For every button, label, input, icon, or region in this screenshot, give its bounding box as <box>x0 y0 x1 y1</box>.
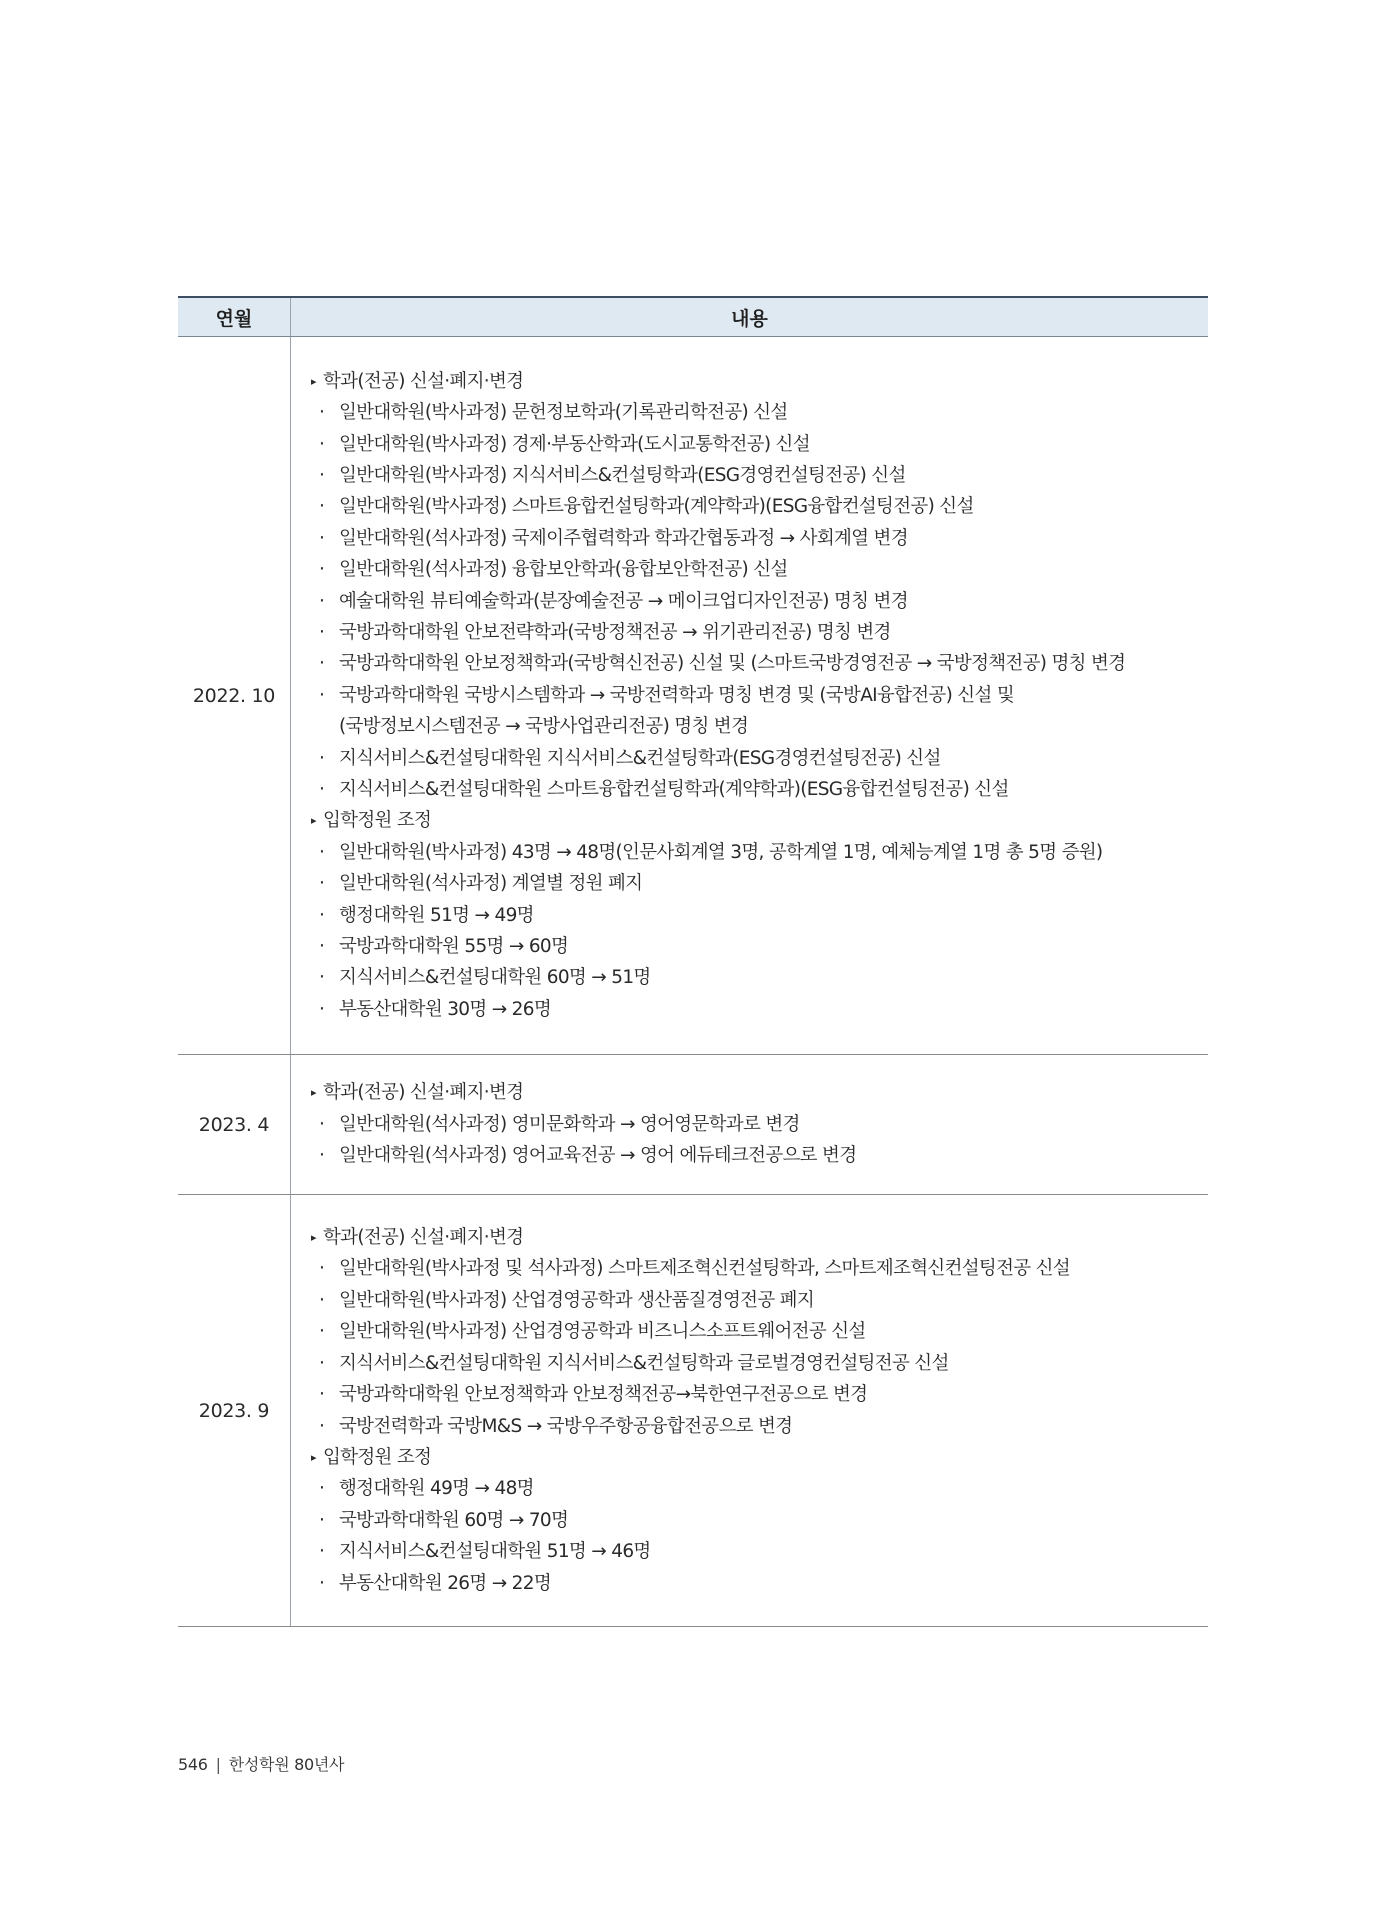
book-title: 한성학원 80년사 <box>228 1755 345 1774</box>
row-date: 2023. 9 <box>178 1195 291 1627</box>
dot-bullet-icon: · <box>319 1509 325 1531</box>
line-text: 일반대학원(석사과정) 영어교육전공 → 영어 에듀테크전공으로 변경 <box>339 1145 857 1167</box>
dot-bullet-icon: · <box>319 873 325 895</box>
dot-bullet-icon: · <box>319 1415 325 1437</box>
line-text: 행정대학원 49명 → 48명 <box>339 1478 534 1500</box>
dot-bullet-icon: · <box>319 779 325 801</box>
list-item <box>311 554 1208 585</box>
dot-bullet-icon: · <box>319 1384 325 1406</box>
line-text: 일반대학원(석사과정) 융합보안학과(융합보안학전공) 신설 <box>339 559 788 581</box>
line-text: 국방전력학과 국방M&S → 국방우주항공융합전공으로 변경 <box>339 1415 793 1437</box>
list-item <box>311 1253 1208 1284</box>
line-text: 지식서비스&컨설팅대학원 51명 → 46명 <box>339 1541 651 1563</box>
list-item <box>311 1285 1208 1316</box>
list-item <box>311 1379 1208 1410</box>
line-text: 국방과학대학원 60명 → 70명 <box>339 1509 569 1531</box>
list-item <box>311 460 1208 491</box>
table-row <box>178 1055 1208 1195</box>
list-item <box>311 617 1208 648</box>
list-item <box>311 523 1208 554</box>
list-item <box>311 774 1208 805</box>
list-item <box>311 868 1208 899</box>
triangle-bullet-icon: ▸ <box>311 814 316 828</box>
table-row <box>178 337 1208 1055</box>
list-item <box>311 1411 1208 1442</box>
dot-bullet-icon: · <box>319 653 325 675</box>
dot-bullet-icon: · <box>319 1145 325 1167</box>
line-text: 지식서비스&컨설팅대학원 지식서비스&컨설팅학과 글로벌경영컨설팅전공 신설 <box>339 1352 949 1374</box>
line-text: 일반대학원(박사과정) 43명 → 48명(인문사회계열 3명, 공학계열 1명, 예체능계열 1명 총 5명 증원) <box>339 841 1103 863</box>
dot-bullet-icon: · <box>319 1113 325 1135</box>
line-text: 일반대학원(석사과정) 영미문화학과 → 영어영문학과로 변경 <box>339 1113 800 1135</box>
dot-bullet-icon: · <box>319 1541 325 1563</box>
page-number: 546 <box>178 1755 208 1774</box>
dot-bullet-icon: · <box>319 1321 325 1343</box>
header-date: 연월 <box>178 297 291 337</box>
table-row <box>178 1195 1208 1627</box>
line-text: 지식서비스&컨설팅대학원 60명 → 51명 <box>339 967 651 989</box>
dot-bullet-icon: · <box>319 967 325 989</box>
line-text: 일반대학원(박사과정 및 석사과정) 스마트제조혁신컨설팅학과, 스마트제조혁신컨설팅전공 신설 <box>339 1258 1070 1280</box>
row-content <box>291 337 1209 1055</box>
dot-bullet-icon: · <box>319 1289 325 1311</box>
list-item <box>311 994 1208 1025</box>
list-item <box>311 680 1208 711</box>
section-heading <box>311 1222 1208 1253</box>
list-item <box>311 743 1208 774</box>
dot-bullet-icon: · <box>319 1478 325 1500</box>
line-text: 학과(전공) 신설·폐지·변경 <box>323 1082 524 1104</box>
line-text: 국방과학대학원 안보정책학과 안보정책전공→북한연구전공으로 변경 <box>339 1384 868 1406</box>
list-item <box>311 397 1208 428</box>
line-text: 일반대학원(석사과정) 국제이주협력학과 학과간협동과정 → 사회계열 변경 <box>339 527 908 549</box>
dot-bullet-icon: · <box>319 621 325 643</box>
line-text: 행정대학원 51명 → 49명 <box>339 904 534 926</box>
line-text: 일반대학원(박사과정) 산업경영공학과 생산품질경영전공 폐지 <box>339 1289 815 1311</box>
line-text: 부동산대학원 30명 → 26명 <box>339 998 551 1020</box>
triangle-bullet-icon: ▸ <box>311 1086 316 1100</box>
line-text: 국방과학대학원 55명 → 60명 <box>339 936 569 958</box>
dot-bullet-icon: · <box>319 998 325 1020</box>
row-content <box>291 1055 1209 1195</box>
list-item <box>311 837 1208 868</box>
line-text: 일반대학원(박사과정) 경제·부동산학과(도시교통학전공) 신설 <box>339 433 810 455</box>
line-text: 부동산대학원 26명 → 22명 <box>339 1572 551 1594</box>
dot-bullet-icon: · <box>319 496 325 518</box>
line-text: 일반대학원(박사과정) 지식서비스&컨설팅학과(ESG경영컨설팅전공) 신설 <box>339 464 906 486</box>
list-item <box>311 1348 1208 1379</box>
line-text: 학과(전공) 신설·폐지·변경 <box>323 370 524 392</box>
list-item <box>311 429 1208 460</box>
triangle-bullet-icon: ▸ <box>311 1231 316 1245</box>
list-item <box>311 1109 1208 1140</box>
list-item <box>311 1140 1208 1171</box>
list-item <box>311 900 1208 931</box>
line-text: 지식서비스&컨설팅대학원 지식서비스&컨설팅학과(ESG경영컨설팅전공) 신설 <box>339 747 941 769</box>
dot-bullet-icon: · <box>319 1572 325 1594</box>
page-footer <box>178 1752 344 1775</box>
row-date: 2022. 10 <box>178 337 291 1055</box>
table-header-row <box>178 297 1208 337</box>
row-date: 2023. 4 <box>178 1055 291 1195</box>
dot-bullet-icon: · <box>319 464 325 486</box>
line-text: 입학정원 조정 <box>323 1446 432 1468</box>
dot-bullet-icon: · <box>319 684 325 706</box>
list-item <box>311 1473 1208 1504</box>
list-item <box>311 648 1208 679</box>
dot-bullet-icon: · <box>319 747 325 769</box>
line-text: (국방정보시스템전공 → 국방사업관리전공) 명칭 변경 <box>339 716 749 738</box>
list-item <box>311 962 1208 993</box>
triangle-bullet-icon: ▸ <box>311 374 316 388</box>
dot-bullet-icon: · <box>319 559 325 581</box>
dot-bullet-icon: · <box>319 1352 325 1374</box>
dot-bullet-icon: · <box>319 1258 325 1280</box>
dot-bullet-icon: · <box>319 433 325 455</box>
list-item <box>311 491 1208 522</box>
line-text: 일반대학원(박사과정) 문헌정보학과(기록관리학전공) 신설 <box>339 402 788 424</box>
list-item <box>311 586 1208 617</box>
line-text: 국방과학대학원 안보전략학과(국방정책전공 → 위기관리전공) 명칭 변경 <box>339 621 891 643</box>
section-heading <box>311 1077 1208 1108</box>
list-item <box>311 1568 1208 1599</box>
dot-bullet-icon: · <box>319 590 325 612</box>
header-content: 내용 <box>291 297 1209 337</box>
list-item <box>311 1316 1208 1347</box>
list-item <box>311 931 1208 962</box>
history-table <box>178 296 1208 1627</box>
line-text: 입학정원 조정 <box>323 810 432 832</box>
dot-bullet-icon: · <box>319 841 325 863</box>
dot-bullet-icon: · <box>319 936 325 958</box>
line-text: 지식서비스&컨설팅대학원 스마트융합컨설팅학과(계약학과)(ESG융합컨설팅전공) 신설 <box>339 779 1009 801</box>
section-heading <box>311 805 1208 836</box>
line-text: 국방과학대학원 안보정책학과(국방혁신전공) 신설 및 (스마트국방경영전공 → 국방정책전공) 명칭 변경 <box>339 653 1126 675</box>
row-content <box>291 1195 1209 1627</box>
dot-bullet-icon: · <box>319 904 325 926</box>
triangle-bullet-icon: ▸ <box>311 1450 316 1464</box>
footer-separator: | <box>215 1755 221 1774</box>
dot-bullet-icon: · <box>319 402 325 424</box>
line-text: 일반대학원(박사과정) 스마트융합컨설팅학과(계약학과)(ESG융합컨설팅전공) 신설 <box>339 496 974 518</box>
line-text: 국방과학대학원 국방시스템학과 → 국방전력학과 명칭 변경 및 (국방AI융합전공) 신설 및 <box>339 684 1014 706</box>
line-text: 일반대학원(석사과정) 계열별 정원 폐지 <box>339 873 643 895</box>
line-text: 예술대학원 뷰티예술학과(분장예술전공 → 메이크업디자인전공) 명칭 변경 <box>339 590 908 612</box>
section-heading <box>311 1442 1208 1473</box>
list-item-continuation <box>311 711 1208 742</box>
line-text: 일반대학원(박사과정) 산업경영공학과 비즈니스소프트웨어전공 신설 <box>339 1321 866 1343</box>
line-text: 학과(전공) 신설·폐지·변경 <box>323 1227 524 1249</box>
section-heading <box>311 366 1208 397</box>
list-item <box>311 1536 1208 1567</box>
dot-bullet-icon: · <box>319 527 325 549</box>
list-item <box>311 1505 1208 1536</box>
